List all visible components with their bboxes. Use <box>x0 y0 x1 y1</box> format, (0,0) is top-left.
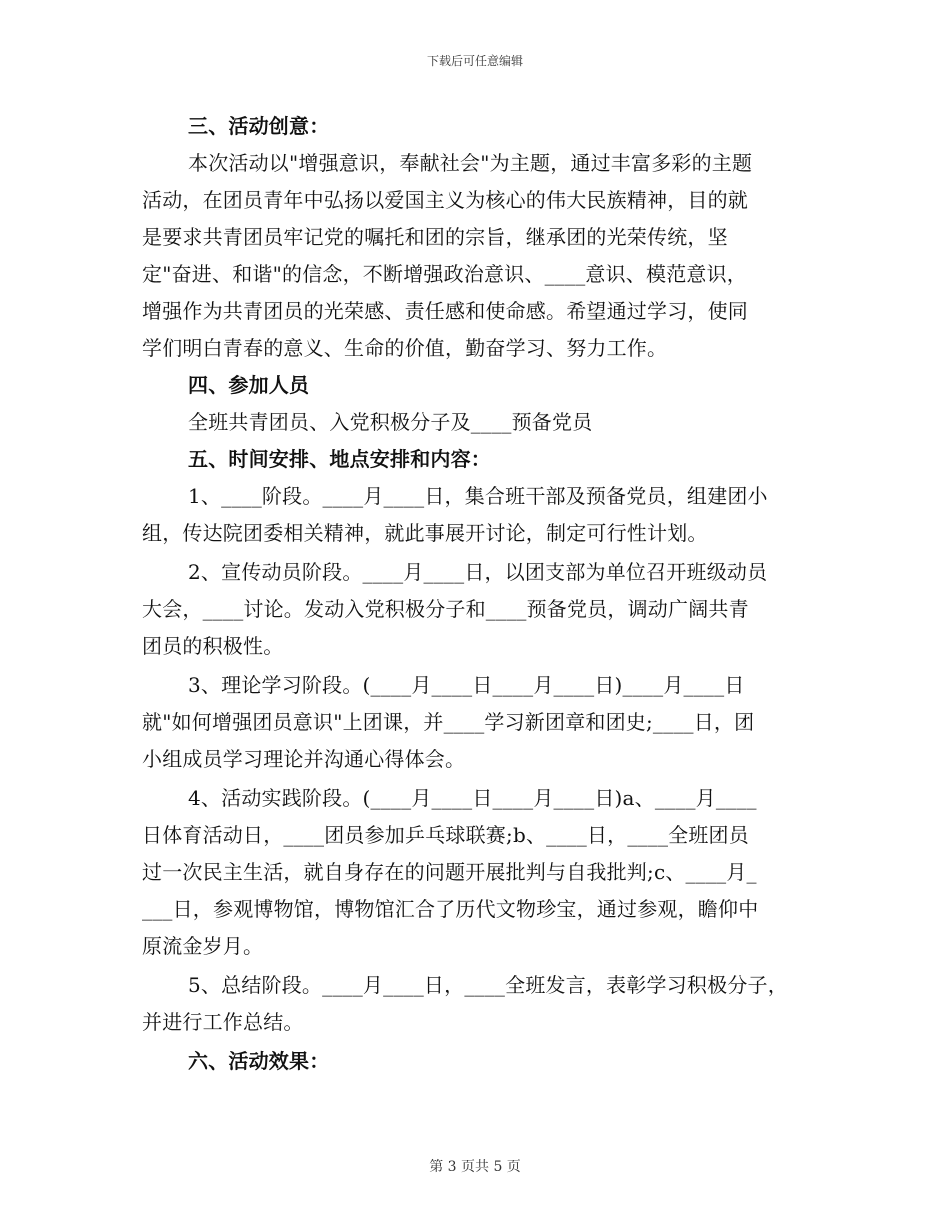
section-heading-5: 五、时间安排、地点安排和内容： <box>188 447 491 471</box>
paragraph-line: 增强作为共青团员的光荣感、责任感和使命感。希望通过学习，使同 <box>142 299 748 323</box>
list-item-5: 5、总结阶段。____月____日，____全班发言，表彰学习积极分子， <box>188 973 788 997</box>
list-item-2: 2、宣传动员阶段。____月____日，以团支部为单位召开班级动员 <box>188 560 768 584</box>
paragraph-line: 学们明白青春的意义、生命的价值，勤奋学习、努力工作。 <box>142 336 668 360</box>
paragraph-line: 就"如何增强团员意识"上团课，并____学习新团章和团史;____日，团 <box>142 710 755 734</box>
list-item-3: 3、理论学习阶段。(____月____日____月____日)____月____日 <box>188 673 745 697</box>
paragraph-line: 团员的积极性。 <box>142 634 284 658</box>
section-heading-6: 六、活动效果： <box>188 1049 330 1073</box>
paragraph-line: 过一次民主生活，就自身存在的问题开展批判与自我批判;c、____月_ <box>142 860 757 884</box>
paragraph-line: 并进行工作总结。 <box>142 1010 304 1034</box>
list-item-4: 4、活动实践阶段。(____月____日____月____日)a、____月____ <box>188 786 757 810</box>
page-footer: 第 3 页共 5 页 <box>429 1159 521 1175</box>
paragraph-line: 小组成员学习理论并沟通心得体会。 <box>142 747 466 771</box>
section-heading-3: 三、活动创意： <box>188 114 330 138</box>
paragraph-line: 全班共青团员、入党积极分子及____预备党员 <box>188 410 593 434</box>
paragraph-line: 原流金岁月。 <box>142 934 264 958</box>
page-header: 下载后可任意编辑 <box>426 54 523 68</box>
paragraph-line: 定"奋进、和谐"的信念，不断增强政治意识、____意识、模范意识， <box>142 262 747 286</box>
list-item-1: 1、____阶段。____月____日，集合班干部及预备党员，组建团小 <box>188 484 768 508</box>
paragraph-line: 活动，在团员青年中弘扬以爱国主义为核心的伟大民族精神，目的就 <box>142 188 748 212</box>
section-heading-4: 四、参加人员 <box>188 373 310 397</box>
paragraph-line: 大会，____讨论。发动入党积极分子和____预备党员，调动广阔共青 <box>142 597 749 621</box>
paragraph-line: 日体育活动日，____团员参加乒乓球联赛;b、____日，____全班团员 <box>142 823 749 847</box>
paragraph-line: 组，传达院团委相关精神，就此事展开讨论，制定可行性计划。 <box>142 521 708 545</box>
paragraph-line: 是要求共青团员牢记党的嘱托和团的宗旨，继承团的光荣传统，坚 <box>142 225 728 249</box>
paragraph-line: 本次活动以"增强意识，奉献社会"为主题，通过丰富多彩的主题 <box>188 151 753 175</box>
paragraph-line: ___日，参观博物馆，博物馆汇合了历代文物珍宝，通过参观，瞻仰中 <box>142 897 759 921</box>
